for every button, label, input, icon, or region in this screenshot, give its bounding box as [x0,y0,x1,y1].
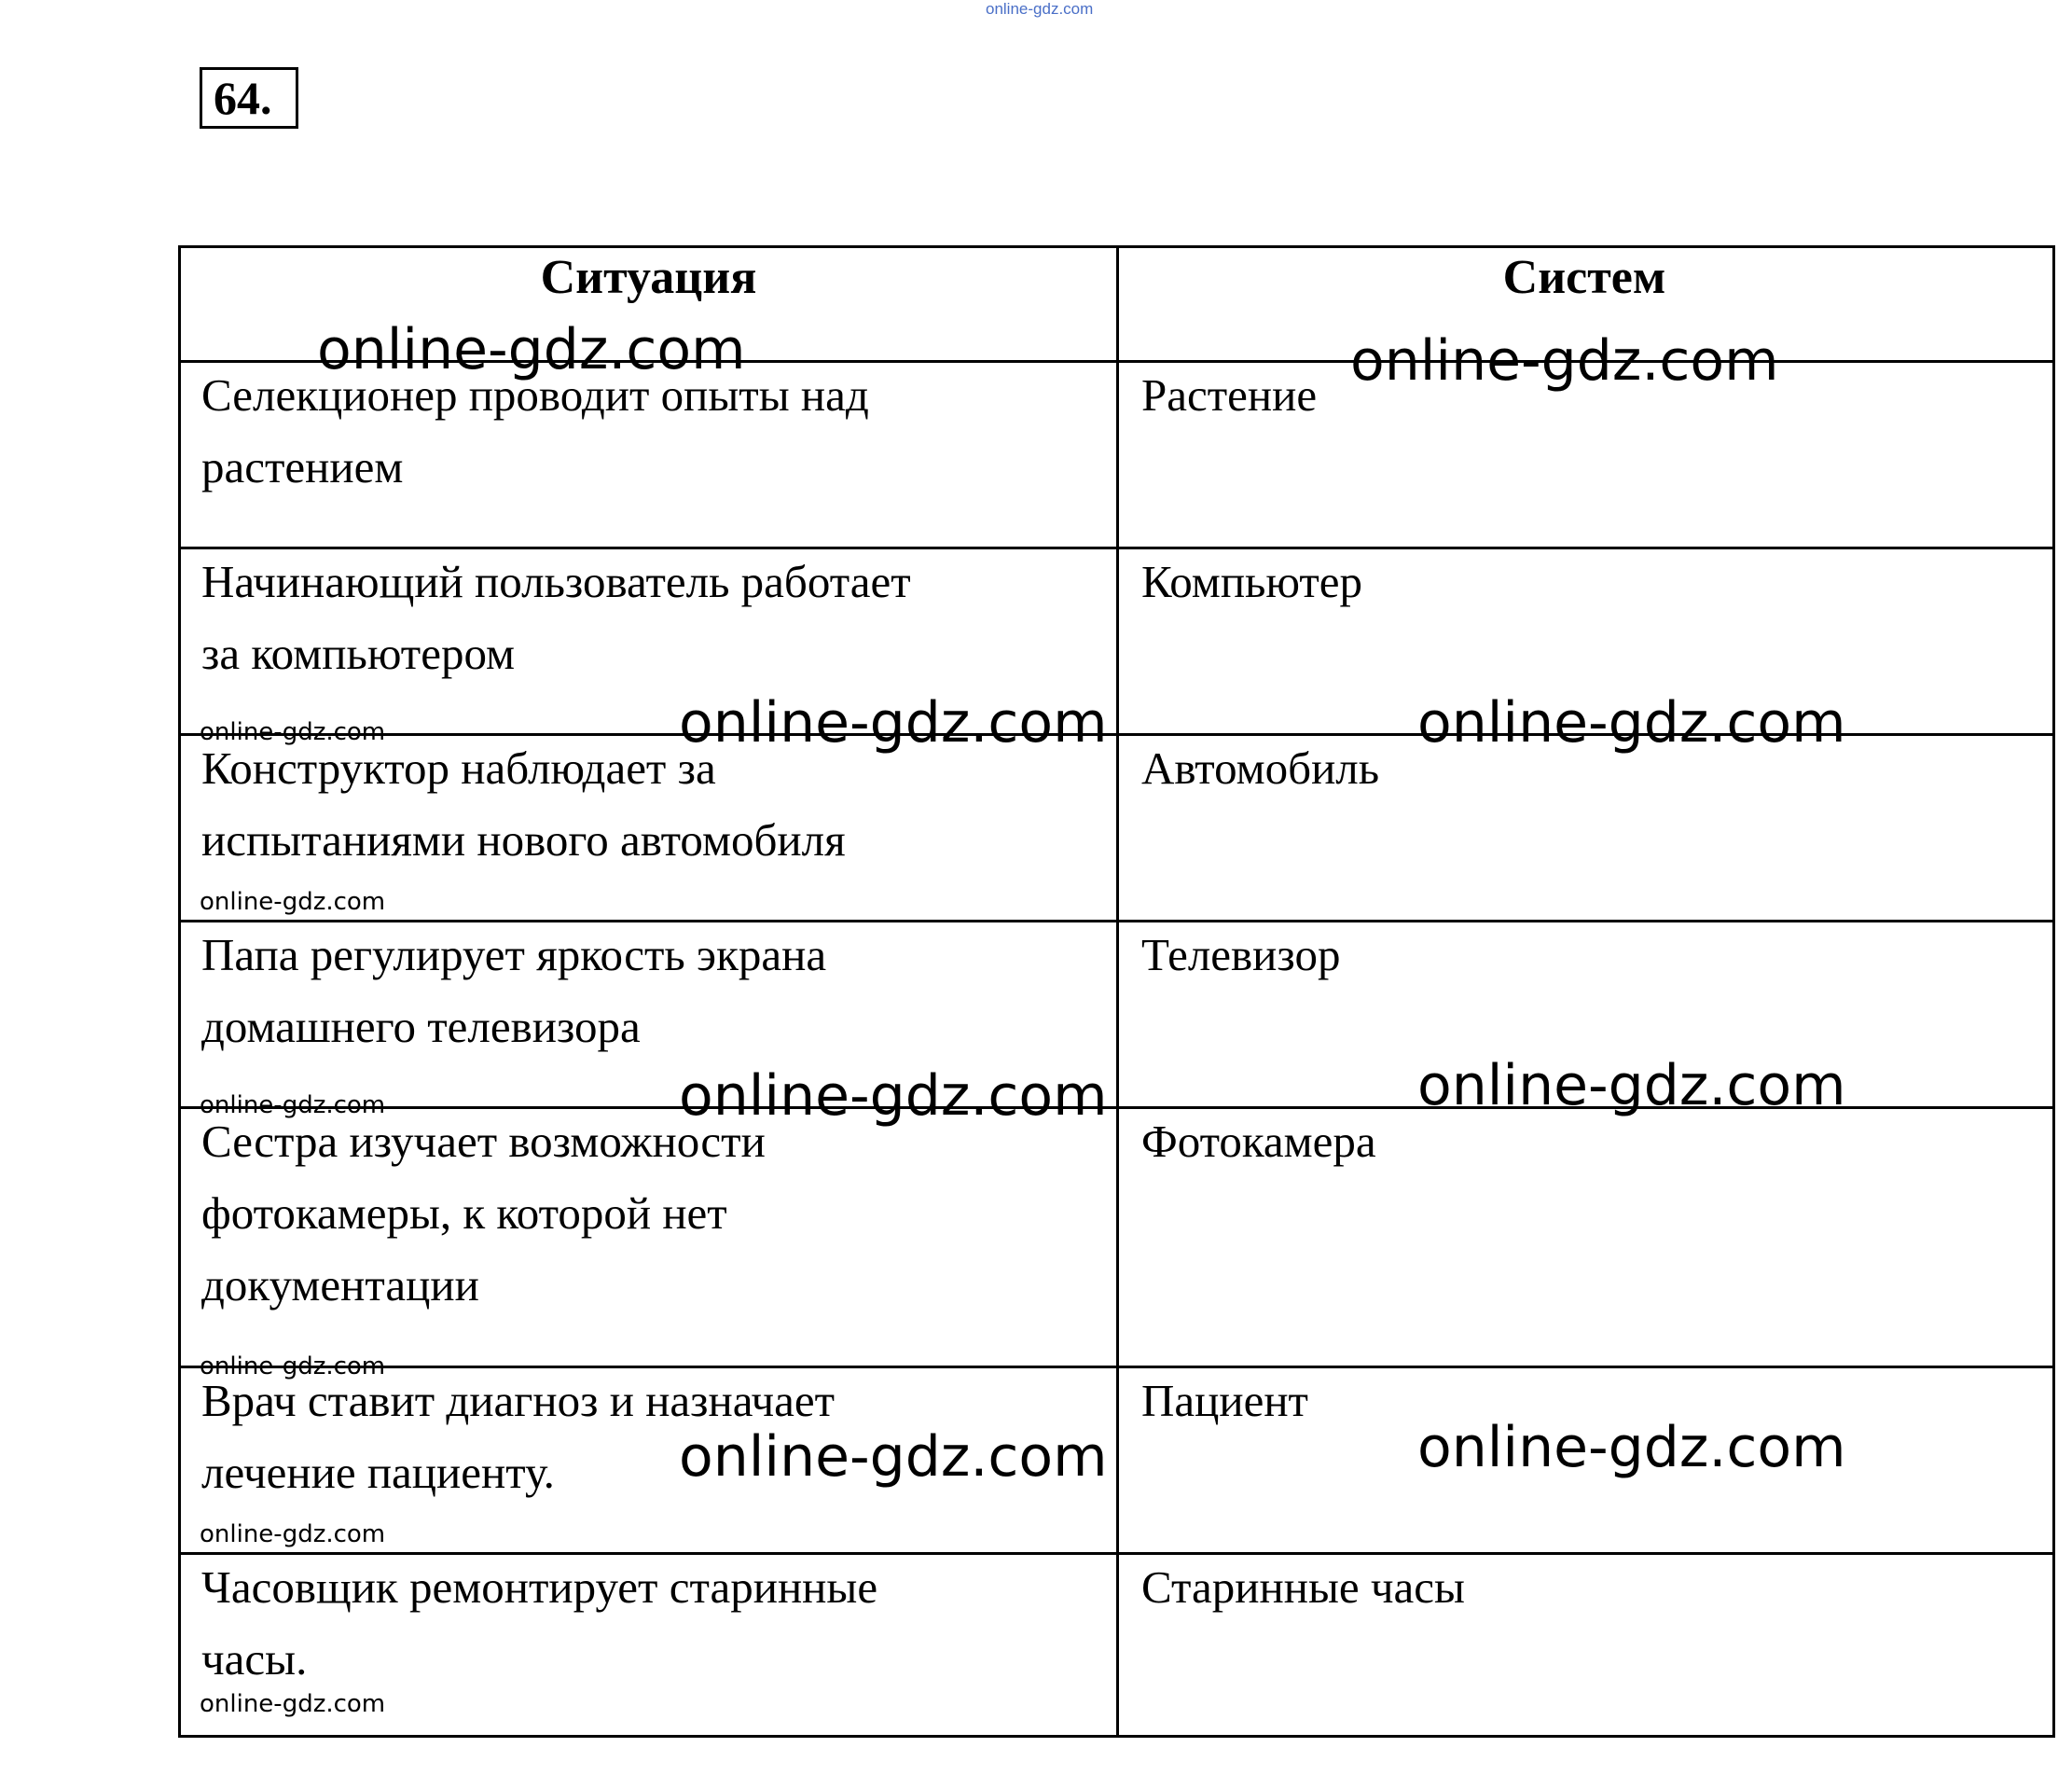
situation-cell: Селекционер проводит опыты над растением [201,369,869,492]
situation-cell: Часовщик ремонтирует старинные часы. [201,1561,878,1685]
system-cell: Растение [1141,369,1318,421]
watermark-small: online-gdz.com [200,888,386,916]
situation-cell: Сестра изучает возможности фотокамеры, к которой нет документации [201,1116,766,1311]
watermark-small: online-gdz.com [200,1690,386,1718]
situation-system-table [178,245,2055,1738]
situation-cell: Папа регулирует яркость экрана домашнего телевизора [201,929,827,1052]
system-cell: Автомобиль [1141,742,1380,794]
header-situation: Ситуация [540,251,757,304]
watermark-large: online-gdz.com [679,1424,1108,1490]
system-cell: Компьютер [1141,556,1363,607]
watermark-small: online-gdz.com [200,1520,386,1548]
task-number: 64. [200,67,298,129]
watermark-large: online-gdz.com [679,690,1108,756]
system-cell: Пациент [1141,1375,1308,1426]
situation-cell: Начинающий пользователь работает за компьютером [201,556,911,679]
system-cell: Старинные часы [1141,1561,1465,1613]
watermark-large: online-gdz.com [1417,1415,1846,1480]
watermark-small: online-gdz.com [200,1352,386,1380]
watermark-large: online-gdz.com [317,317,746,382]
watermark-large: online-gdz.com [679,1063,1108,1129]
watermark-large: online-gdz.com [1350,328,1779,394]
top-watermark: online-gdz.com [986,0,1094,18]
watermark-small: online-gdz.com [200,1091,386,1119]
column-divider [1116,248,1119,1735]
situation-cell: Конструктор наблюдает за испытаниями нового автомобиля [201,742,846,866]
watermark-large: online-gdz.com [1417,1053,1846,1118]
system-cell: Фотокамера [1141,1116,1376,1167]
watermark-large: online-gdz.com [1417,690,1846,756]
situation-cell: Врач ставит диагноз и назначает лечение пациенту. [201,1375,836,1498]
system-cell: Телевизор [1141,929,1341,980]
header-system: Систем [1502,251,1666,304]
watermark-small: online-gdz.com [200,718,386,746]
